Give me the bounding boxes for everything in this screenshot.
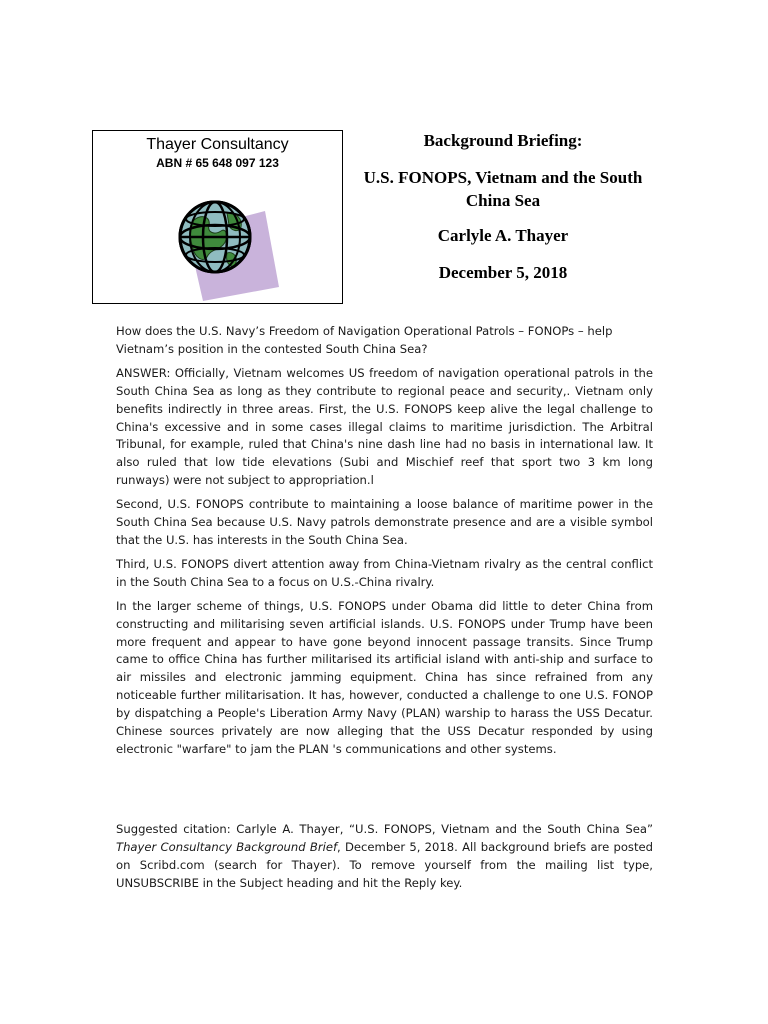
citation-paragraph	[116, 821, 653, 893]
question-paragraph: How does the U.S. Navy’s Freedom of Navigation Operational Patrols – FONOPs – help Vietnam’s position in the contested South China Sea?	[116, 324, 613, 356]
larger-scheme-paragraph: In the larger scheme of things, U.S. FONOPS under Obama did little to deter China from constructing and militarising seven artificial islands. U.S. FONOPS under Trump have been more frequent and appear to have gone beyond innocent passage transits. Since Trump came to office China has further militarised its artificial island with anti-ship and surface to air missiles and electronic jamming equipment. China has since refrained from any noticeable further militarisation. It has, however, conducted a challenge to one U.S. FONOP by dispatching a People's Liberation Army Navy (PLAN) warship to harass the USS Decatur. Chinese sources privately are now alleging that the USS Decatur responded by using electronic "warfare" to jam the PLAN 's communications and other systems.	[116, 598, 653, 756]
citation-series: Thayer Consultancy Background Brief	[116, 839, 338, 854]
citation-suffix: , December 5, 2018. All background briefs are posted on Scribd.com (search for Thayer). To remove yourself from the mailing list type, UNSUBSCRIBE in the Subject heading and hit the Reply key.	[116, 839, 653, 890]
logo-box	[92, 130, 343, 304]
company-abn: ABN # 65 648 097 123	[156, 156, 279, 170]
document-title: U.S. FONOPS, Vietnam and the South China Sea	[363, 168, 643, 210]
second-paragraph: Second, U.S. FONOPS contribute to maintaining a loose balance of maritime power in the South China Sea because U.S. Navy patrols demonstrate presence and are a visible symbol that the U.S. has interests in the South China Sea.	[116, 497, 653, 547]
citation-prefix: Suggested citation: Carlyle A. Thayer, “U.S. FONOPS, Vietnam and the South China Sea”	[116, 822, 653, 836]
title-block	[348, 130, 658, 284]
author-name: Carlyle A. Thayer	[437, 226, 569, 245]
briefing-label: Background Briefing:	[423, 131, 583, 150]
company-name: Thayer Consultancy	[146, 136, 289, 153]
third-paragraph: Third, U.S. FONOPS divert attention away from China-Vietnam rivalry as the central conflict in the South China Sea to a focus on U.S.-China rivalry.	[116, 556, 653, 589]
document-date: December 5, 2018	[438, 263, 568, 282]
body-text	[116, 323, 653, 765]
globe-icon	[169, 191, 279, 301]
answer-paragraph: ANSWER: Officially, Vietnam welcomes US freedom of navigation operational patrols in the South China Sea as long as they contribute to regional peace and security,. Vietnam only benefits indirectly in three areas. First, the U.S. FONOPS keep alive the legal challenge to China's excessive and in some cases illegal claims to maritime jurisdiction. The Arbitral Tribunal, for example, ruled that China's nine dash line had no basis in international law. It also ruled that low tide elevations (Subi and Mischief reef that sport two 3 km long runways) were not subject to appropriation.l	[116, 365, 653, 488]
